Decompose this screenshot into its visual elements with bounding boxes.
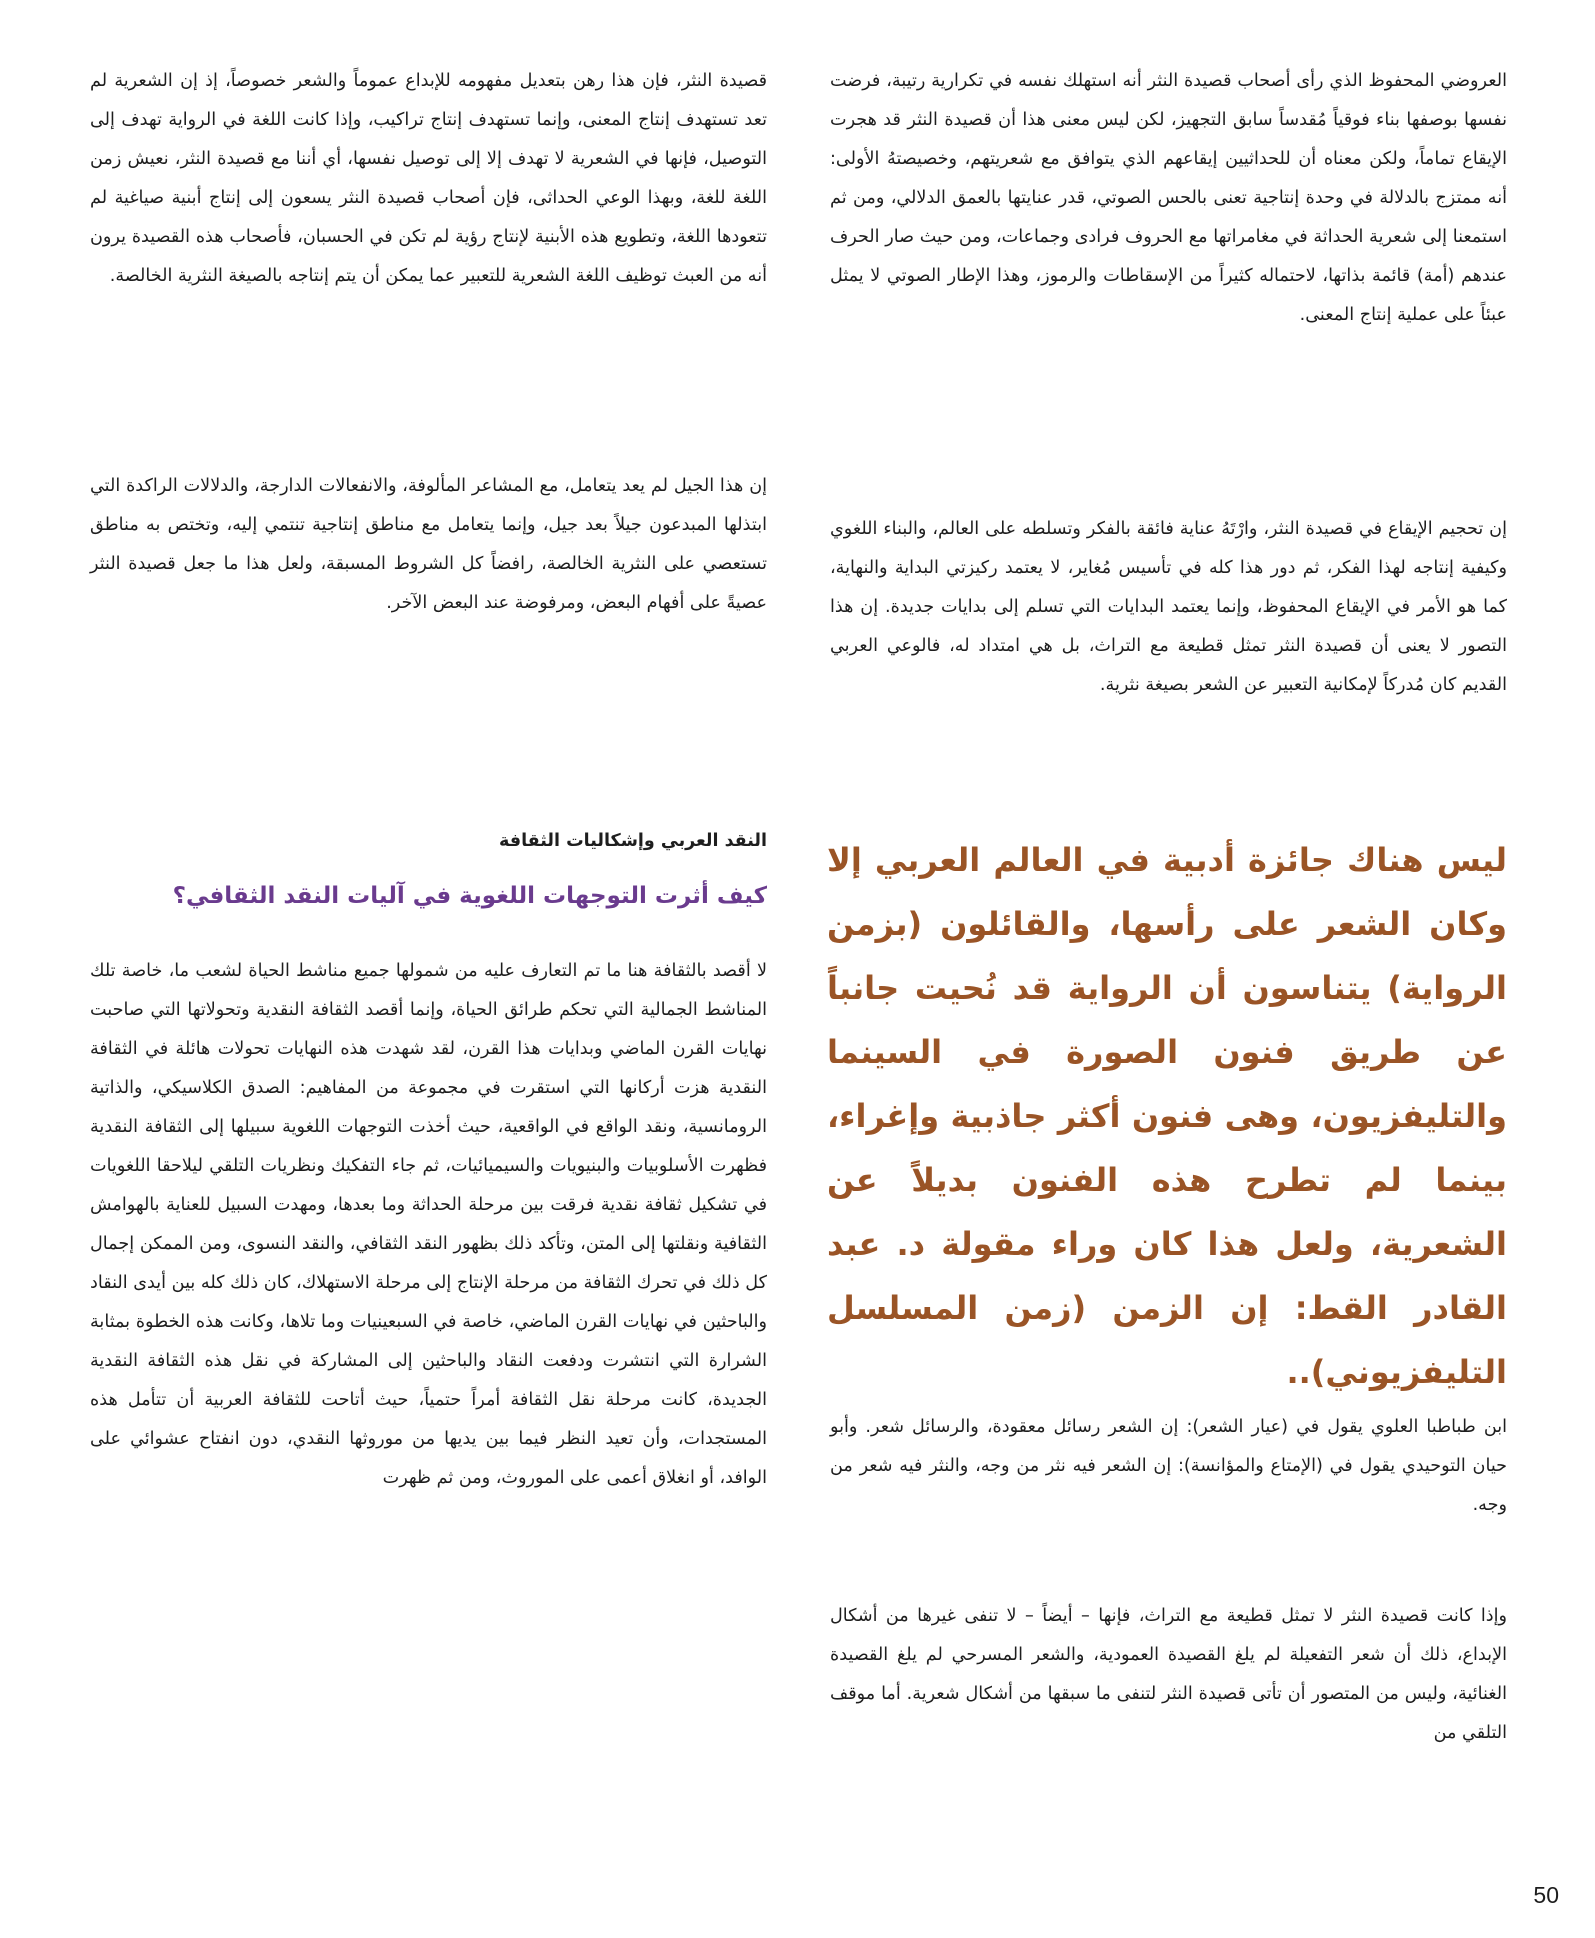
- body-paragraph: قصيدة النثر، فإن هذا رهن بتعديل مفهومه للإبداع عموماً والشعر خصوصاً، إذ إن الشعرية لم تعد تستهدف إنتاج المعنى، وإنما تستهدف إنتاج تراكيب، وإذا كانت اللغة في الرواية تهدف إلى التوصيل، فإنها في الشعرية لا تهدف إلا إلى توصيل نفسها، أي أننا مع قصيدة النثر، نعيش زمن اللغة للغة، وبهذا الوعي الحداثى، فإن أصحاب قصيدة النثر يسعون إلى إنتاج أبنية صياغية لم تتعودها اللغة، وتطويع هذه الأبنية لإنتاج رؤية لم تكن في الحسبان، فأصحاب هذه القصيدة يرون أنه من العبث توظيف اللغة الشعرية للتعبير عما يمكن أن يتم إنتاجه بالصيغة النثرية الخالصة.: [90, 71, 767, 286]
- body-paragraph: إن هذا الجيل لم يعد يتعامل، مع المشاعر المألوفة، والانفعالات الدارجة، والدلالات الراكدة التي ابتذلها المبدعون جيلاً بعد جيل، وإنما يتعامل مع مناطق إنتاجية تنتمي إليه، وتختص به مناطق تستعصي على النثرية الخالصة، رافضاً كل الشروط المسبقة، ولعل هذا ما جعل قصيدة النثر عصيةً على أفهام البعض، ومرفوضة عند البعض الآخر.: [90, 476, 767, 613]
- body-paragraph: لا أقصد بالثقافة هنا ما تم التعارف عليه من شمولها جميع مناشط الحياة لشعب ما، خاصة تلك المناشط الجمالية التي تحكم طرائق الحياة، وإنما أقصد الثقافة النقدية وتحولاتها التي صاحبت نهايات القرن الماضي وبدايات هذا القرن، لقد شهدت هذه النهايات تحولات هائلة في الثقافة النقدية هزت أركانها التي استقرت في مجموعة من المفاهيم: الصدق الكلاسيكي، والذاتية الرومانسية، ونقد الواقع في الواقعية، حيث أخذت التوجهات اللغوية سبيلها إلى الثقافة النقدية فظهرت الأسلوبيات والبنيويات والسيميائيات، ثم جاء التفكيك ونظريات التلقي ليلاحقا اللغويات في تشكيل ثقافة نقدية فرقت بين مرحلة الحداثة وما بعدها، ومهدت السبيل للعناية بالهوامش الثقافية ونقلتها إلى المتن، وتأكد ذلك بظهور النقد الثقافي، والنقد النسوى، ومن الممكن إجمال كل ذلك في تحرك الثقافة من مرحلة الإنتاج إلى مرحلة الاستهلاك، كان ذلك كله بين أيدى النقاد والباحثين في نهايات القرن الماضي، خاصة في السبعينيات وما تلاها، وكانت هذه الخطوة بمثابة الشرارة التي انتشرت ودفعت النقاد والباحثين إلى المشاركة في نقل هذه الثقافة النقدية الجديدة، كانت مرحلة نقل الثقافة أمراً حتمياً، حيث أتاحت للثقافة العربية أن تتأمل هذه المستجدات، وأن تعيد النظر فيما بين يديها من موروثها النقدي، دون انفتاح عشوائي على الوافد، أو انغلاق أعمى على الموروث، ومن ثم ظهرت: [90, 961, 767, 1488]
- body-paragraph: وإذا كانت قصيدة النثر لا تمثل قطيعة مع التراث، فإنها – أيضاً – لا تنفى غيرها من أشكال الإبداع، ذلك أن شعر التفعيلة لم يلغ القصيدة العمودية، والشعر المسرحي لم يلغ القصيدة الغنائية، وليس من المتصور أن تأتى قصيدة النثر لتنفى ما سبقها من أشكال شعرية. أما موقف التلقي من: [830, 1606, 1507, 1743]
- section-heading: كيف أثرت التوجهات اللغوية في آليات النقد الثقافي؟: [172, 883, 767, 909]
- body-paragraph: إن تحجيم الإيقاع في قصيدة النثر، وارْتَهُ عناية فائقة بالفكر وتسلطه على العالم، والبناء اللغوي وكيفية إنتاجه لهذا الفكر، ثم دور هذا كله في تأسيس مُغاير، لا يعتمد ركيزتي البداية والنهاية، كما هو الأمر في الإيقاع المحفوظ، وإنما يعتمد البدايات التي تسلم إلى بدايات جديدة. إن هذا التصور لا يعنى أن قصيدة النثر تمثل قطيعة مع التراث، بل هي امتداد له، فالوعي العربي القديم كان مُدركاً لإمكانية التعبير عن الشعر بصيغة نثرية.: [830, 519, 1507, 695]
- section-kicker: النقد العربي وإشكاليات الثقافة: [499, 831, 767, 851]
- body-paragraph: العروضي المحفوظ الذي رأى أصحاب قصيدة النثر أنه استهلك نفسه في تكرارية رتيبة، فرضت نفسها بوصفها بناء فوقياً مُقدساً سابق التجهيز، لكن ليس معنى هذا أن قصيدة النثر قد هجرت الإيقاع تماماً، ولكن معناه أن للحداثيين إيقاعهم الذي يتوافق مع شعريتهم، وخصيصتهُ الأولى: أنه ممتزج بالدلالة في وحدة إنتاجية تعنى بالحس الصوتي، قدر عنايتها بالعمق الدلالي، ومن ثم استمعنا إلى شعرية الحداثة في مغامراتها مع الحروف فرادى وجماعات، ومن حيث صار الحرف عندهم (أمة) قائمة بذاتها، لاحتماله كثيراً من الإسقاطات والرموز، وهذا الإطار الصوتي لا يمثل عبئاً على عملية إنتاج المعنى.: [830, 71, 1507, 325]
- page-number: 50: [1533, 1882, 1559, 1908]
- body-paragraph: ابن طباطبا العلوي يقول في (عيار الشعر): إن الشعر رسائل معقودة، والرسائل شعر. وأبو حيان التوحيدي يقول في (الإمتاع والمؤانسة): إن الشعر فيه نثر من وجه، والنثر فيه شعر من وجه.: [830, 1417, 1507, 1515]
- pull-quote: ليس هناك جائزة أدبية في العالم العربي إلا وكان الشعر على رأسها، والقائلون (بزمن الرواية) يتناسون أن الرواية قد نُحيت جانباً عن طريق فنون الصورة في السينما والتليفزيون، وهى فنون أكثر جاذبية وإغراء، بينما لم تطرح هذه الفنون بديلاً عن الشعرية، ولعل هذا كان وراء مقولة د. عبد القادر القط: إن الزمن (زمن المسلسل التليفزيوني)..: [827, 841, 1507, 1391]
